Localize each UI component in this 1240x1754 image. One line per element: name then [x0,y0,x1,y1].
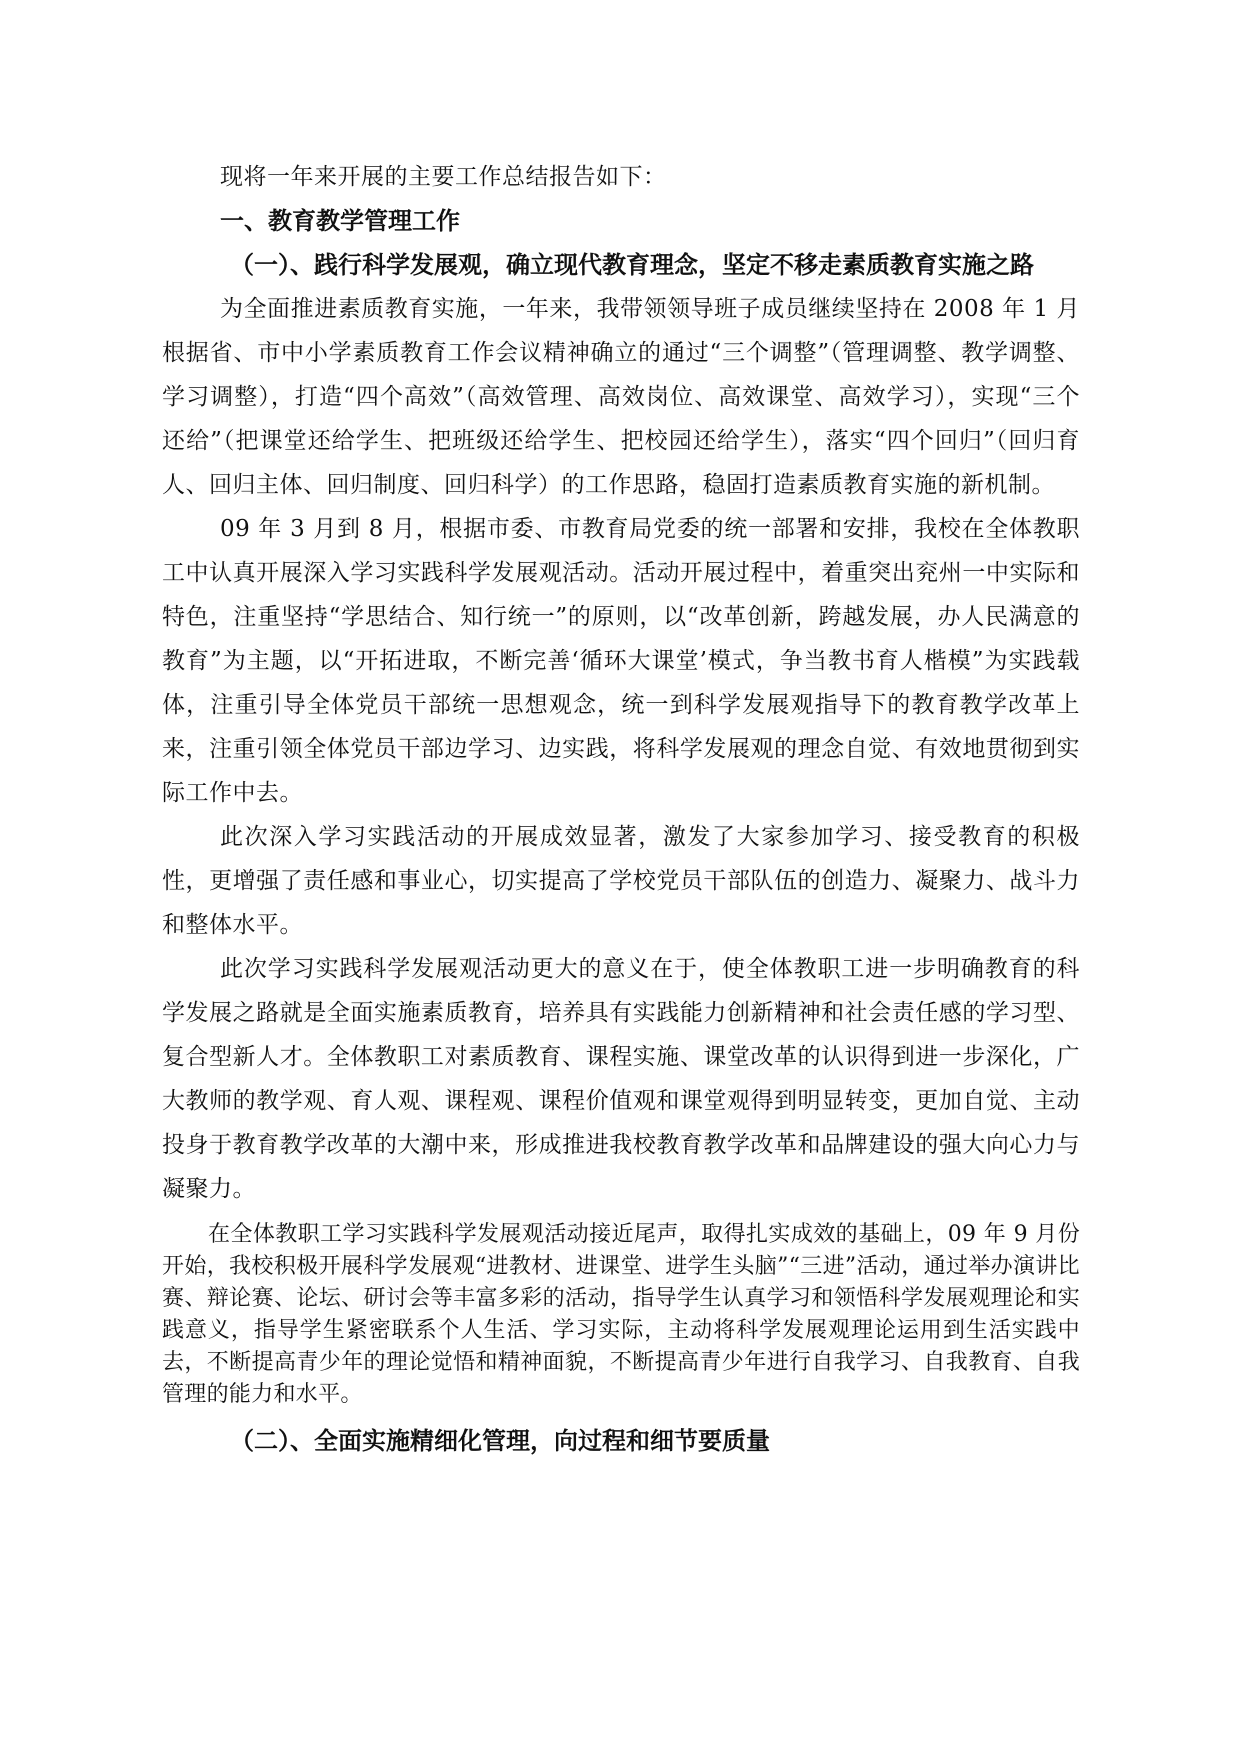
document-page [162,155,1080,1463]
body-paragraph-3: 此次深入学习实践活动的开展成效显著，激发了大家参加学习、接受教育的积极性，更增强了责任感和事业心，切实提高了学校党员干部队伍的创造力、凝聚力、战斗力和整体水平。 [162,824,1080,938]
subsection-heading-1: （一）、践行科学发展观，确立现代教育理念，坚定不移走素质教育实施之路 [230,250,1034,279]
section-heading-1: 一、教育教学管理工作 [220,206,460,235]
body-paragraph-4: 此次学习实践科学发展观活动更大的意义在于，使全体教职工进一步明确教育的科学发展之路就是全面实施素质教育，培养具有实践能力创新精神和社会责任感的学习型、复合型新人才。全体教职工对素质教育、课程实施、课堂改革的认识得到进一步深化，广大教师的教学观、育人观、课程观、课程价值观和课堂观得到明显转变，更加自觉、主动投身于教育教学改革的大潮中来，形成推进我校教育教学改革和品牌建设的强大向心力与凝聚力。 [162,956,1080,1202]
intro-paragraph: 现将一年来开展的主要工作总结报告如下： [220,164,667,190]
body-paragraph-1: 为全面推进素质教育实施，一年来，我带领领导班子成员继续坚持在 2008 年 1 月根据省、市中小学素质教育工作会议精神确立的通过“三个调整”（管理调整、教学调整、学习调整），打造“四个高效”（高效管理、高效岗位、高效课堂、高效学习），实现“三个还给”（把课堂还给学生、把班级还给学生、把校园还给学生），落实“四个回归”（回归育人、回归主体、回归制度、回归科学）的工作思路，稳固打造素质教育实施的新机制。 [162,296,1080,498]
body-paragraph-5: 在全体教职工学习实践科学发展观活动接近尾声，取得扎实成效的基础上，09 年 9 月份开始，我校积极开展科学发展观“进教材、进课堂、进学生头脑”“三进”活动，通过举办演讲比赛、辩论赛、论坛、研讨会等丰富多彩的活动，指导学生认真学习和领悟科学发展观理论和实践意义，指导学生紧密联系个人生活、学习实际，主动将科学发展观理论运用到生活实践中去，不断提高青少年的理论觉悟和精神面貌，不断提高青少年进行自我学习、自我教育、自我管理的能力和水平。 [162,1222,1080,1407]
body-paragraph-2: 09 年 3 月到 8 月，根据市委、市教育局党委的统一部署和安排，我校在全体教职工中认真开展深入学习实践科学发展观活动。活动开展过程中，着重突出兖州一中实际和特色，注重坚持“学思结合、知行统一”的原则，以“改革创新，跨越发展，办人民满意的教育”为主题，以“开拓进取，不断完善‘循环大课堂’模式，争当教书育人楷模”为实践载体，注重引导全体党员干部统一思想观念，统一到科学发展观指导下的教育教学改革上来，注重引领全体党员干部边学习、边实践，将科学发展观的理念自觉、有效地贯彻到实际工作中去。 [162,516,1080,806]
subsection-heading-2: （二）、全面实施精细化管理，向过程和细节要质量 [230,1426,770,1455]
